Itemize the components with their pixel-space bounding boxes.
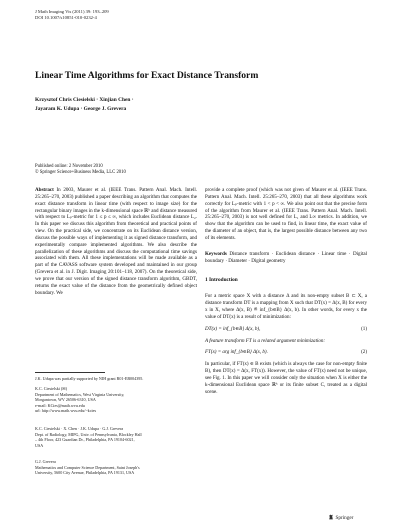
abstract-text: In 2003, Maurer et al. (IEEE Trans. Pattern Anal. Mach. Intell. 25:265–270, 2003) published a paper describing an algorithm that computes the exact distance transform in linear time (with respect to image size) for the rectangular binary images in the k-dimensional space ℝᵏ and distance measured with respect to Lₚ-metric for 1 ≤ p ≤ ∞, which includes Euclidean distance L₂. In this paper we discuss this algorithm from theoretical and practical points of view. On the practical side, we concentrate on its Euclidean distance version, discuss the possible ways of implementing it as signed distance transform, and experimentally compare implemented algorithms. We also describe the parallelization of these algorithms and discuss the computational time savings associated with them. All these implementations will be made available as a part of the CAVASS software system developed and maintained in our group (Grevera et al. in J. Digit. Imaging 20:101–118, 2007). On the theoretical side, we prove that our version of the signed distance transform algorithm, GBDT, returns the exact value of the distance from the geometrically defined object boundary. We [35, 187, 197, 296]
equation-1-number: (1) [361, 325, 367, 332]
equation-2: FT(x) = arg inf_{b∈B} Δ(x, b). [205, 349, 268, 356]
affiliation-3-name: G.J. Grevera [35, 459, 56, 464]
affiliation-2-line-3: USA [35, 442, 44, 448]
section-heading-introduction: 1 Introduction [205, 277, 238, 284]
publication-info [35, 164, 126, 176]
abstract-paragraph [35, 187, 197, 297]
journal-header [35, 9, 109, 21]
right-column [205, 187, 367, 395]
affiliation-1-name: K.C. Ciesielski (✉) [35, 386, 68, 391]
affiliation-3-line-2: University, 5600 City Avenue, Philadelphia, PA 19131, USA [35, 470, 135, 476]
affiliation-2-line-2: – 4th Floor, 423 Guardian Dr., Philadelphia, PA 19104-6021, [35, 437, 135, 443]
affiliation-1-url[interactable]: url: http://www.math.wvu.edu/~kcies [35, 408, 97, 414]
affiliation-2-name: K.C. Ciesielski · X. Chen · J.K. Udupa · G.J. Grevera [35, 426, 124, 431]
equation-2-number: (2) [361, 349, 367, 356]
intro-paragraph-1: For a metric space X with a distance Δ and its non-empty subset B ⊂ X, a distance transform DT is a mapping from X such that DT(x) = Δ(x, B) for every x in X, where Δ(x, B) ≝ inf_{b∈B} Δ(x, b). In other words, for every x the value of DT(x) is a result of minimization: [205, 293, 367, 320]
equation-2-row [205, 349, 367, 356]
authors-line-1: Krzysztof Chris Ciesielski · Xinjian Chen · [35, 97, 134, 103]
abstract-continued: provide a complete proof (which was not given of Maurer et al. (IEEE Trans. Pattern Anal. Mach. Intell. 25:265–270, 2003) that all these algorithms work correctly for Lₚ-metric with 1 < p < ∞. We also point out that the precise form of the algorithm from Maurer et al. (IEEE Trans. Pattern Anal. Mach. Intell. 25:265–270, 2003) is not well defined for L₁ and L∞ metrics. In addition, we show that the algorithm can be used to find, in linear time, the exact value of the diameter of an object, that is, the largest possible distance between any two of its elements. [205, 187, 367, 241]
author-list [35, 96, 255, 113]
abstract-column [35, 187, 197, 297]
intro-paragraph-2: A feature transform FT is a related argument minimization: [205, 337, 326, 344]
intro-paragraph-3: In particular, if FT(x) ∈ B exists (which is always the case for non-empty finite B), then DT(x) = Δ(x, FT(x)). However, the value of FT(x) need not be unique, see Fig. 1. In this paper we will consider only the situation when X is either the k-dimensional Euclidean space ℝᵏ or its finite subset C, treated as a digital scene. [205, 361, 367, 395]
authors-line-2: Jayaram K. Udupa · George J. Grevera [35, 105, 127, 112]
paper-title: Linear Time Algorithms for Exact Distance Transform [35, 70, 259, 81]
published-date: Published online: 2 November 2010 [35, 164, 103, 169]
journal-citation: J Math Imaging Vis (2011) 39: 193–209 [35, 9, 109, 14]
footnote-affiliation-2 [35, 426, 197, 448]
footnote-divider [35, 372, 105, 373]
affiliation-1-email[interactable]: e-mail: KCies@math.wvu.edu [35, 402, 85, 408]
footnote-affiliation-1 [35, 386, 197, 414]
equation-1-row [205, 326, 367, 333]
keywords-paragraph [205, 251, 367, 265]
copyright-notice: © Springer Science+Business Media, LLC 2010 [35, 170, 126, 176]
equation-1: DT(x) = inf_{b∈B} Δ(x, b), [205, 325, 261, 332]
abstract-label: Abstract [35, 187, 54, 193]
affiliation-2-line-1: Dept. of Radiology, MIPG, Univ. of Pennsylvania, Blockley Hall [35, 431, 142, 437]
keywords-text: Distance transform · Euclidean distance · Linear time · Digital boundary · Diameter · Digital geometry [205, 250, 368, 264]
footnote-affiliation-3 [35, 459, 197, 476]
affiliation-1-line-2: Morgantown, WV 26506-6310, USA [35, 397, 96, 403]
publisher-logo [328, 514, 353, 521]
springer-horse-icon [328, 514, 334, 520]
affiliation-1-line-1: Department of Mathematics, West Virginia University, [35, 391, 125, 397]
footnote-support: J.K. Udupa was partially supported by NIH grant R01-EB004395. [35, 376, 144, 381]
journal-doi: DOI 10.1007/s10851-010-0232-4 [35, 15, 97, 20]
keywords-label: Keywords [205, 250, 227, 257]
affiliation-3-line-1: Mathematics and Computer Science Department, Saint Joseph's [35, 464, 140, 470]
publisher-name: Springer [335, 515, 354, 521]
